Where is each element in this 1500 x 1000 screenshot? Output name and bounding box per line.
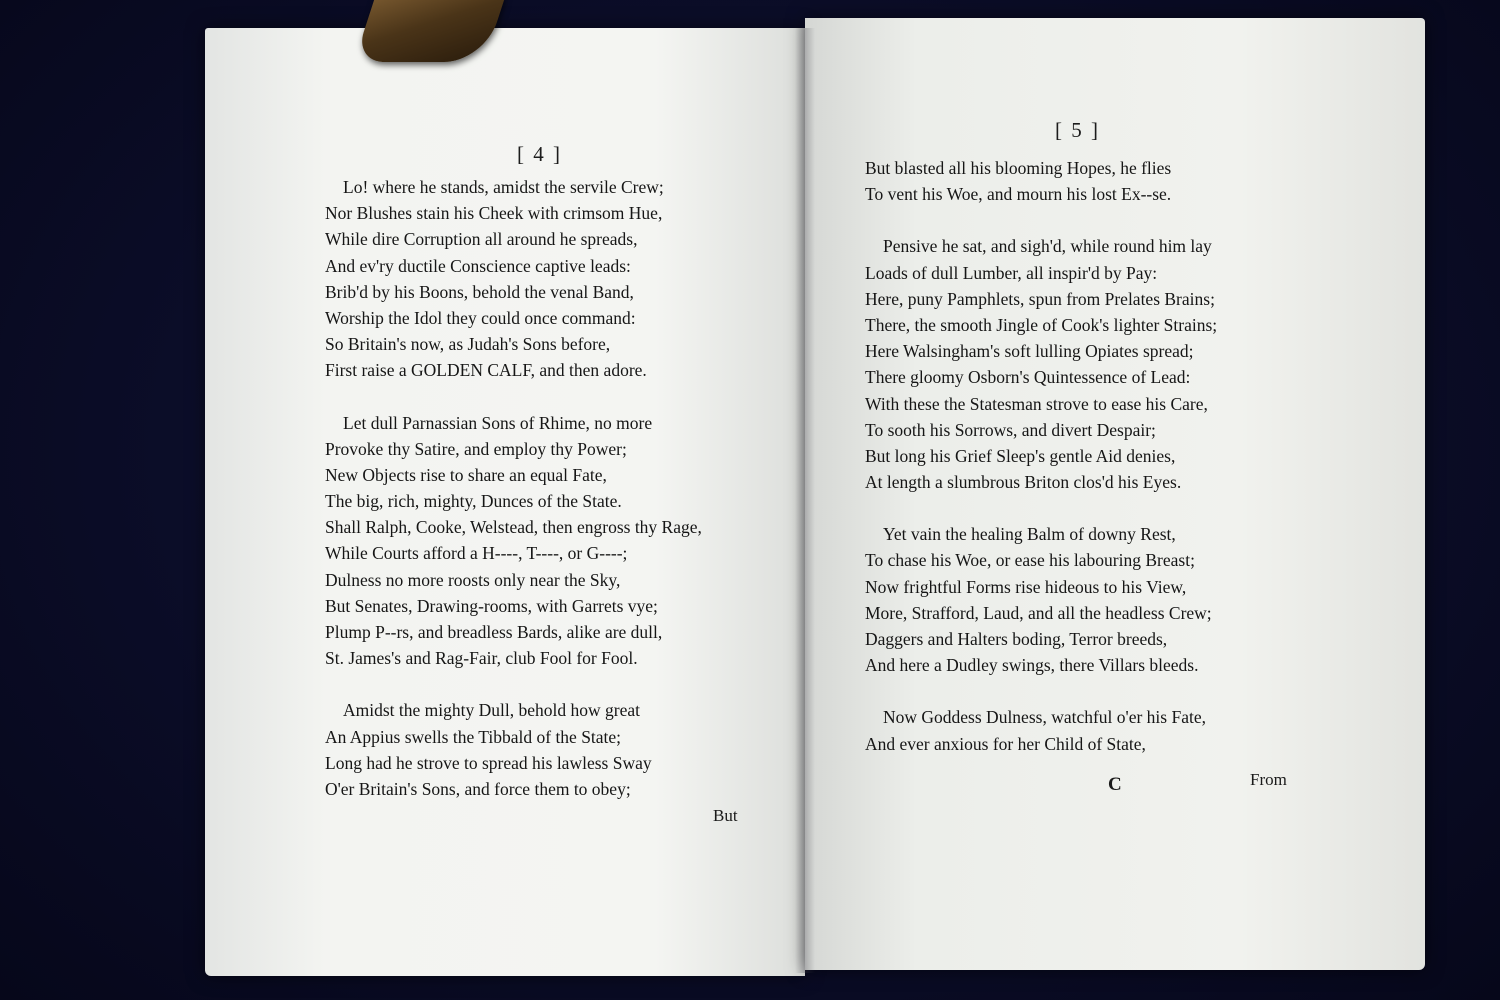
verse-line: First raise a GOLDEN CALF, and then adore. [325, 360, 647, 381]
verse-line: More, Strafford, Laud, and all the headless Crew; [865, 602, 1212, 623]
verse-line: Loads of dull Lumber, all inspir'd by Pay: [865, 262, 1158, 283]
verse-line: Provoke thy Satire, and employ thy Power; [325, 438, 627, 459]
verse-line: There gloomy Osborn's Quintessence of Lead: [865, 367, 1191, 388]
stanza-break [325, 671, 702, 697]
stanza-break [325, 384, 702, 410]
verse-line: St. James's and Rag-Fair, club Fool for Fool. [325, 648, 638, 669]
verse-line: The big, rich, mighty, Dunces of the State. [325, 491, 622, 512]
verse-line: Long had he strove to spread his lawless Sway [325, 752, 652, 773]
verse-line: Nor Blushes stain his Cheek with crimsom Hue, [325, 203, 663, 224]
verse-line: So Britain's now, as Judah's Sons before, [325, 334, 611, 355]
verse-line: While dire Corruption all around he spreads, [325, 229, 638, 250]
stanza-break [865, 678, 1217, 704]
verse-line: And ev'ry ductile Conscience captive leads: [325, 255, 631, 276]
left-page-text [325, 174, 702, 802]
verse-line: But long his Grief Sleep's gentle Aid denies, [865, 445, 1176, 466]
verse-line: But blasted all his blooming Hopes, he flies [865, 158, 1172, 178]
verse-line: An Appius swells the Tibbald of the State; [325, 726, 622, 747]
verse-line: With these the Statesman strove to ease his Care, [865, 393, 1208, 414]
verse-line: While Courts afford a H----, T----, or G----; [325, 543, 628, 564]
verse-line: Let dull Parnassian Sons of Rhime, no more [343, 412, 653, 433]
verse-line: And ever anxious for her Child of State, [865, 733, 1146, 754]
verse-line: Daggers and Halters boding, Terror breeds, [865, 629, 1168, 649]
right-page [805, 18, 1425, 970]
stanza-break [865, 495, 1217, 521]
left-page [205, 28, 805, 976]
verse-line: There, the smooth Jingle of Cook's lighter Strains; [865, 314, 1218, 335]
verse-line: Dulness no more roosts only near the Sky, [325, 569, 621, 590]
verse-line: But Senates, Drawing-rooms, with Garrets vye; [325, 595, 658, 616]
verse-line: Now Goddess Dulness, watchful o'er his Fate, [883, 707, 1206, 728]
verse-line: O'er Britain's Sons, and force them to obey; [325, 778, 631, 799]
verse-line: To chase his Woe, or ease his labouring Breast; [865, 550, 1195, 571]
page-number-right: [ 5 ] [1055, 118, 1100, 142]
verse-line: Plump P--rs, and breadless Bards, alike are dull, [325, 622, 663, 642]
verse-line: To vent his Woe, and mourn his lost Ex--se. [865, 184, 1172, 205]
catchword-right: From [1250, 770, 1287, 789]
right-page-text [865, 155, 1217, 757]
verse-line: Pensive he sat, and sigh'd, while round him lay [883, 236, 1212, 257]
verse-line: Here, puny Pamphlets, spun from Prelates Brains; [865, 288, 1215, 309]
verse-line: And here a Dudley swings, there Villars bleeds. [865, 655, 1199, 676]
verse-line: Shall Ralph, Cooke, Welstead, then engross thy Rage, [325, 517, 702, 538]
verse-line: Now frightful Forms rise hideous to his View, [865, 576, 1187, 597]
verse-line: Worship the Idol they could once command: [325, 307, 636, 328]
verse-line: To sooth his Sorrows, and divert Despair; [865, 419, 1156, 440]
book-gutter [795, 28, 815, 973]
verse-line: Amidst the mighty Dull, behold how great [343, 700, 640, 721]
signature-mark: C [1108, 774, 1122, 795]
verse-line: New Objects rise to share an equal Fate, [325, 464, 607, 485]
page-number-left: [ 4 ] [517, 142, 562, 166]
verse-line: Brib'd by his Boons, behold the venal Band, [325, 281, 634, 302]
catchword-left: But [713, 806, 738, 825]
verse-line: Yet vain the healing Balm of downy Rest, [883, 524, 1176, 545]
verse-line: Lo! where he stands, amidst the servile Crew; [343, 177, 664, 197]
stanza-break [865, 207, 1217, 233]
verse-line: At length a slumbrous Briton clos'd his Eyes. [865, 472, 1182, 493]
verse-line: Here Walsingham's soft lulling Opiates spread; [865, 341, 1194, 362]
